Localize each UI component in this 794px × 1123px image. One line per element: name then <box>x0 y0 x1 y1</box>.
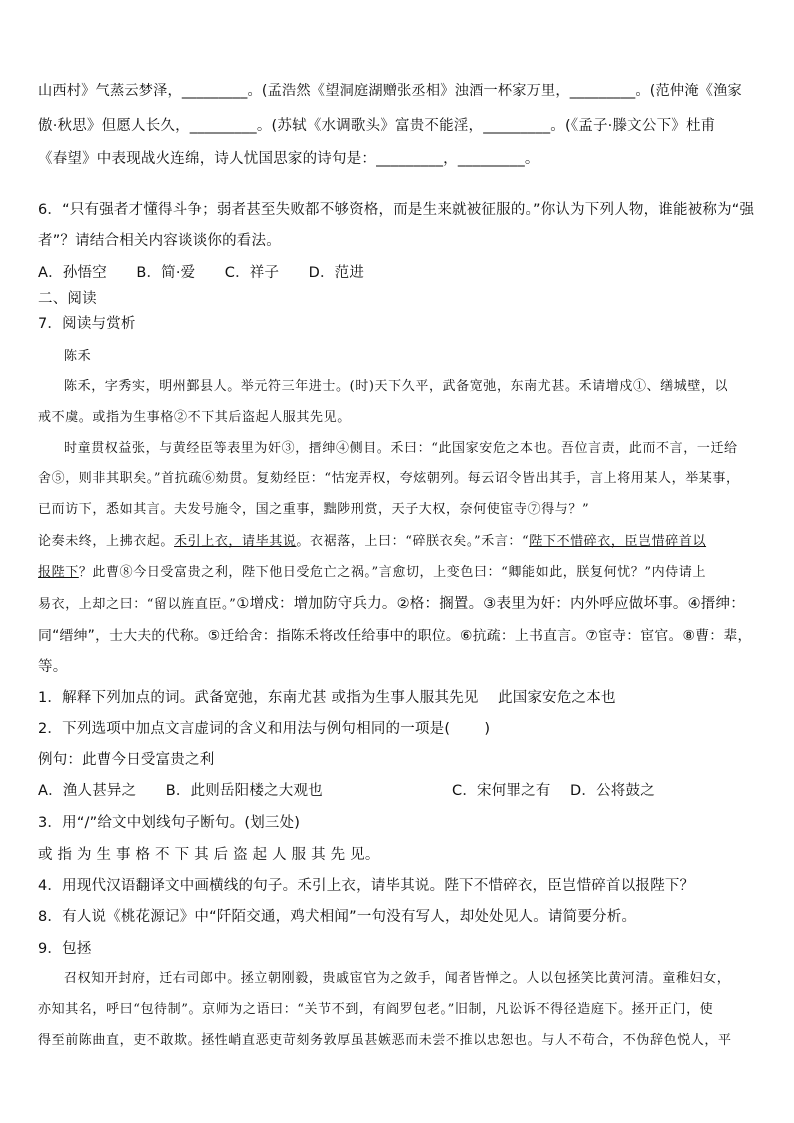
question-6-options: A．孙悟空 B．简·爱 C．祥子 D．范进 <box>38 265 365 281</box>
question-7-title: 7．阅读与赏析 <box>38 316 136 332</box>
sub-question-2-options-ab: A．渔人甚异之 B．此则岳阳楼之大观也 <box>38 783 323 799</box>
underlined-sentence-1: 禾引上衣，请毕其说 <box>174 534 297 549</box>
sub-question-3-sentence: 或 指 为 生 事 格 不 下 其 后 盗 起 人 服 其 先 见。 <box>38 847 380 863</box>
passage-2-line-2: 亦知其名，呼曰“包待制”。京师为之语曰：“关节不到，有阎罗包老。”旧制，凡讼诉不得径造庭下。拯开正门，使 <box>38 1002 714 1017</box>
passage-line-4: 舍⑤，则非其职矣。”首抗疏⑥劾贯。复劾经臣：“怙宠弄权，夸炫朝列。每云诏令皆出其手，言上将用某人，举某事， <box>38 471 740 486</box>
passage-line-2: 戒不虞。或指为生事格②不下其后盗起人服其先见。 <box>38 410 351 425</box>
passage-text: 。衣裾落，上曰：“碎朕衣矣。”禾言：“ <box>296 534 530 549</box>
sub-question-2-options-cd: C．宋何罪之有 D．公将鼓之 <box>452 783 655 799</box>
passage-title: 陈禾 <box>64 349 92 364</box>
passage-line-3: 时童贯权益张，与黄经臣等表里为奸③，搢绅④侧目。禾曰：“此国家安危之本也。吾位言责，此而不言，一迁给 <box>64 441 738 456</box>
passage-text: 易衣，上却之曰：“留以旌直臣。” <box>38 597 237 612</box>
sub-question-2-example: 例句：此曹今日受富贵之利 <box>38 752 215 768</box>
sub-question-1: 1．解释下列加点的词。武备宽弛，东南尤甚 或指为生事人服其先见 此国家安危之本也 <box>38 690 616 706</box>
section-heading-reading: 二、阅读 <box>38 291 97 307</box>
passage-line-1: 陈禾，字秀实，明州鄞县人。举元符三年进士。(时)天下久平，武备宽弛，东南尤甚。禾请增戍①、缮城壁，以 <box>64 379 729 394</box>
question-6-line-2: 者”？请结合相关内容谈谈你的看法。 <box>38 233 281 249</box>
passage-line-6 <box>38 530 706 549</box>
passage-2-line-1: 召权知开封府，迁右司郎中。拯立朝刚毅，贵戚宦官为之敛手，闻者皆惮之。人以包拯笑比黄河清。童稚妇女， <box>64 971 731 986</box>
passage-text: ？此曹⑧今日受富贵之利，陛下他日受危亡之祸。”言愈切，上变色曰：“卿能如此，朕复何忧？”内侍请上 <box>78 565 707 580</box>
underlined-sentence-2: 陛下不惜碎衣，臣岂惜碎首以 <box>529 534 707 549</box>
underlined-sentence-2-end: 报陛下 <box>38 565 79 580</box>
passage-text: 论奏未终，上拂衣起。 <box>38 534 175 549</box>
sub-question-3: 3．用“/”给文中划线句子断句。(划三处) <box>38 815 301 831</box>
fill-in-line-2: 傲·秋思》但愿人长久，_________。(苏轼《水调歌头》富贵不能淫，_________。(《孟子·滕文公下》杜甫 <box>38 118 716 134</box>
sub-question-2: 2．下列选项中加点文言虚词的含义和用法与例句相同的一项是( ) <box>38 721 491 737</box>
passage-2-line-3: 得至前陈曲直，吏不敢欺。拯性峭直恶吏苛刻务敦厚虽甚嫉恶而未尝不推以忠恕也。与人不苟合，不伪辞色悦人，平 <box>38 1033 732 1048</box>
footnotes-line-3: 等。 <box>38 659 68 675</box>
footnotes: ①增戍：增加防守兵力。②格：搁置。③表里为奸：内外呼应做坏事。④搢绅： <box>236 596 745 612</box>
footnotes-line-2: 同“缙绅”，士大夫的代称。⑤迁给舍：指陈禾将改任给事中的职位。⑥抗疏：上书直言。⑦宦寺：宦官。⑧曹：辈， <box>38 628 752 644</box>
question-8: 8．有人说《桃花源记》中“阡陌交通，鸡犬相闻”一句没有写人，却处处见人。请简要分析。 <box>38 909 637 925</box>
passage-line-8-with-notes <box>38 592 745 613</box>
sub-question-4: 4．用现代汉语翻译文中画横线的句子。禾引上衣，请毕其说。陛下不惜碎衣，臣岂惜碎首以报陛下？ <box>38 878 695 894</box>
fill-in-line-1: 山西村》气蒸云梦泽，_________。(孟浩然《望洞庭湖赠张丞相》浊酒一杯家万里，_________。(范仲淹《渔家 <box>38 83 742 99</box>
passage-line-5: 已而访下，悉如其言。夫发号施令，国之重事，黜陟刑赏，天子大权，奈何使宦寺⑦得与？” <box>38 502 590 517</box>
question-9-title: 9．包拯 <box>38 941 92 957</box>
passage-line-7 <box>38 561 706 580</box>
question-6-line-1: 6．“只有强者才懂得斗争；弱者甚至失败都不够资格，而是生来就被征服的。”你认为下列人物，谁能被称为“强 <box>38 202 755 218</box>
fill-in-line-3: 《春望》中表现战火连绵，诗人忧国思家的诗句是：_________，_________。 <box>38 151 540 167</box>
